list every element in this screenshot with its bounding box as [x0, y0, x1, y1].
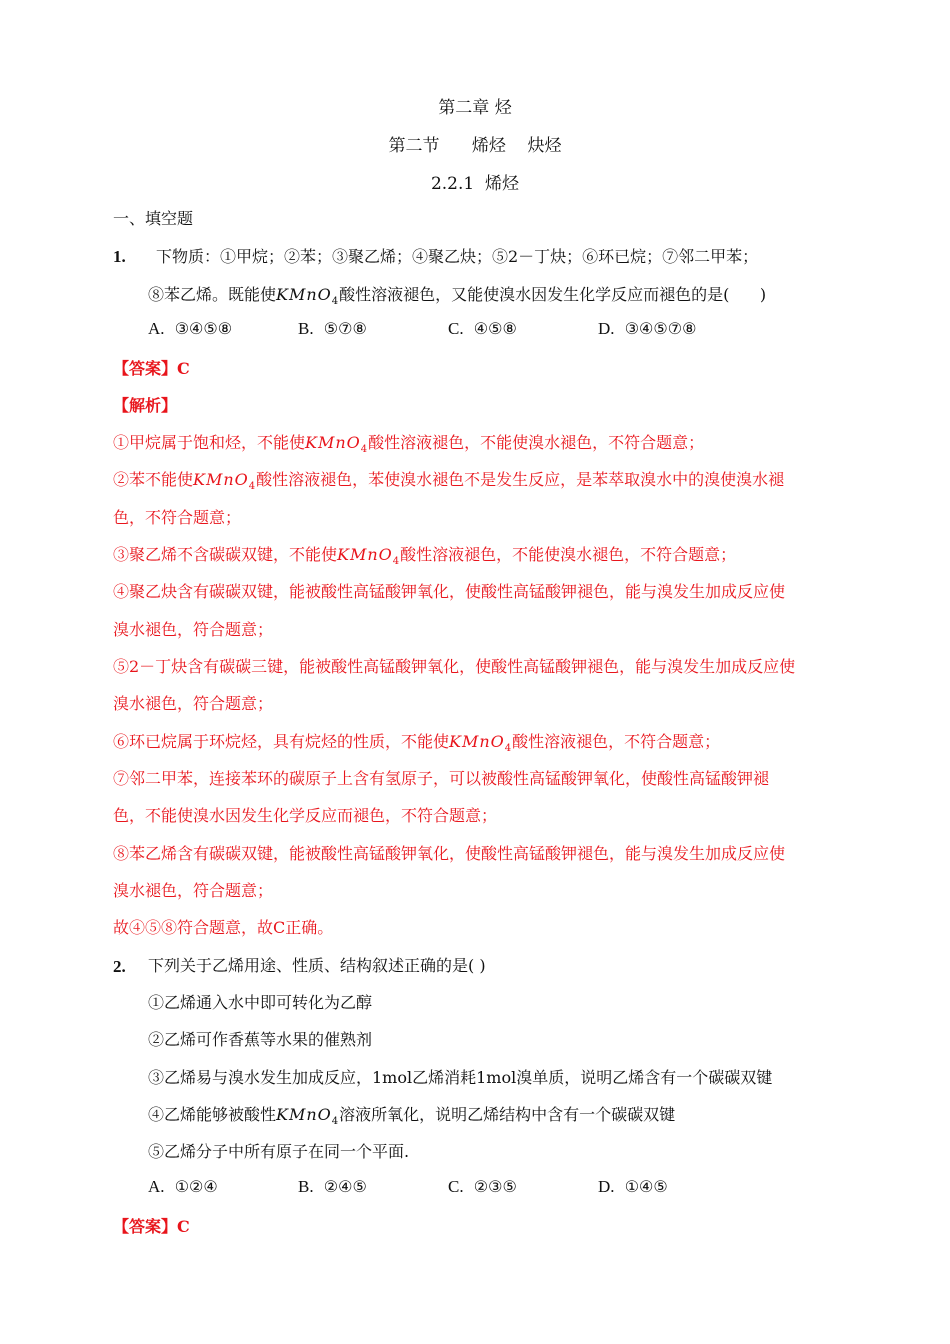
formula-main: KMnO [276, 1105, 332, 1124]
q2-option-a[interactable] [148, 1177, 218, 1197]
analysis-text: ②苯不能使 [113, 470, 194, 489]
statement-text: ④乙烯能够被酸性 [148, 1105, 277, 1124]
q1-number: 1. [113, 247, 126, 266]
analysis-line-9 [113, 729, 720, 754]
analysis-text: ⑥环已烷属于环烷烃，具有烷烃的性质，不能使 [113, 732, 450, 751]
analysis-line-13: 溴水褪色，符合题意； [113, 881, 274, 900]
formula-sub: 4 [331, 1116, 340, 1128]
q2-statement-1: ①乙烯通入水中即可转化为乙醇 [148, 993, 373, 1012]
q1-option-d[interactable] [598, 319, 696, 339]
option-letter: A. [148, 1177, 165, 1196]
q1-stem-line2-post: 酸性溶液褪色，又能使溴水因发生化学反应而褪色的是( ) [339, 285, 767, 304]
subsection-title [0, 169, 950, 194]
q1-stem-line2-pre: ⑧苯乙烯。既能使 [148, 285, 277, 304]
analysis-line-1 [113, 430, 704, 455]
option-letter: D. [598, 319, 615, 338]
analysis-line-6: 溴水褪色，符合题意； [113, 620, 274, 639]
formula-sub: 4 [360, 444, 369, 456]
q2-option-b[interactable] [298, 1177, 367, 1197]
subsection-title-text: 2.2.1 烯烃 [430, 174, 520, 194]
analysis-text: 酸性溶液褪色，不能使溴水褪色，不符合题意； [400, 545, 737, 564]
section-title-text: 第二节 烯烃 炔烃 [388, 136, 562, 156]
q1-stem-line2 [148, 282, 766, 307]
answer-label: 【答案】 [113, 359, 178, 378]
analysis-text: ①甲烷属于饱和烃，不能使 [113, 433, 306, 452]
formula-main: KMnO [449, 732, 505, 751]
analysis-line-2 [113, 467, 784, 492]
q1-option-a[interactable] [148, 319, 232, 339]
analysis-text: ③聚乙烯不含碳碳双键，不能使 [113, 545, 338, 564]
section-title [0, 131, 950, 156]
option-letter: C. [448, 1177, 464, 1196]
q2-option-d[interactable] [598, 1177, 668, 1197]
formula-kmno4 [449, 732, 513, 755]
analysis-text: 酸性溶液褪色，不能使溴水褪色，不符合题意； [368, 433, 705, 452]
q1-option-c[interactable] [448, 319, 517, 339]
formula-kmno4 [305, 433, 369, 456]
option-letter: B. [298, 319, 314, 338]
q2-option-c[interactable] [448, 1177, 517, 1197]
formula-kmno4 [193, 470, 257, 493]
option-text: ③④⑤⑧ [174, 319, 233, 338]
option-text: ⑤⑦⑧ [323, 319, 367, 338]
answer-value: C [177, 359, 190, 378]
q1-analysis-label: 【解析】 [113, 396, 178, 415]
q2-statement-2: ②乙烯可作香蕉等水果的催熟剂 [148, 1030, 373, 1049]
formula-kmno4 [276, 285, 340, 308]
q1-option-b[interactable] [298, 319, 367, 339]
formula-sub: 4 [392, 556, 401, 568]
analysis-line-10: ⑦邻二甲苯，连接苯环的碳原子上含有氢原子，可以被酸性高锰酸钾氧化，使酸性高锰酸钾褪 [113, 769, 770, 788]
analysis-line-11: 色，不能使溴水因发生化学反应而褪色，不符合题意； [113, 806, 498, 825]
q1-answer [113, 356, 190, 379]
q2-statement-3: ③乙烯易与溴水发生加成反应，1mol乙烯消耗1mol溴单质，说明乙烯含有一个碳碳双键 [148, 1068, 773, 1087]
q2-number: 2. [113, 957, 126, 976]
option-text: ④⑤⑧ [473, 319, 517, 338]
analysis-text: 酸性溶液褪色，苯使溴水褪色不是发生反应，是苯萃取溴水中的溴使溴水褪 [256, 470, 785, 489]
option-text: ②③⑤ [473, 1177, 517, 1196]
option-letter: C. [448, 319, 464, 338]
formula-sub: 4 [331, 296, 340, 308]
option-text: ②④⑤ [323, 1177, 367, 1196]
analysis-line-14: 故④⑤⑧符合题意，故C正确。 [113, 918, 334, 937]
analysis-line-12: ⑧苯乙烯含有碳碳双键，能被酸性高锰酸钾氧化，使酸性高锰酸钾褪色，能与溴发生加成反应使 [113, 844, 786, 863]
analysis-line-4 [113, 542, 736, 567]
q2-stem: 下列关于乙烯用途、性质、结构叙述正确的是( ) [148, 956, 486, 975]
answer-value: C [177, 1217, 190, 1236]
q2-answer [113, 1214, 190, 1237]
option-letter: A. [148, 319, 165, 338]
analysis-line-5: ④聚乙炔含有碳碳双键，能被酸性高锰酸钾氧化，使酸性高锰酸钾褪色，能与溴发生加成反应使 [113, 582, 786, 601]
analysis-line-8: 溴水褪色，符合题意； [113, 694, 274, 713]
option-letter: D. [598, 1177, 615, 1196]
formula-main: KMnO [276, 285, 332, 304]
formula-sub: 4 [248, 481, 257, 493]
formula-main: KMnO [305, 433, 361, 452]
statement-text: 溶液所氧化，说明乙烯结构中含有一个碳碳双键 [339, 1105, 676, 1124]
analysis-text: 酸性溶液褪色，不符合题意； [512, 732, 721, 751]
formula-kmno4 [337, 545, 401, 568]
analysis-line-3: 色，不符合题意； [113, 508, 242, 527]
option-text: ①②④ [174, 1177, 218, 1196]
option-text: ③④⑤⑦⑧ [624, 319, 697, 338]
formula-main: KMnO [337, 545, 393, 564]
option-text: ①④⑤ [624, 1177, 668, 1196]
q1-stem-line1: 下物质：①甲烷；②苯；③聚乙烯；④聚乙炔；⑤2－丁炔；⑥环已烷；⑦邻二甲苯； [156, 247, 759, 266]
analysis-line-7: ⑤2－丁炔含有碳碳三键，能被酸性高锰酸钾氧化，使酸性高锰酸钾褪色，能与溴发生加成反应使 [113, 657, 796, 676]
chapter-title: 第二章 烃 [438, 98, 512, 118]
formula-kmno4 [276, 1105, 340, 1128]
option-letter: B. [298, 1177, 314, 1196]
part-title: 一、填空题 [113, 209, 194, 228]
q2-statement-5: ⑤乙烯分子中所有原子在同一个平面. [148, 1142, 410, 1161]
formula-main: KMnO [193, 470, 249, 489]
answer-label: 【答案】 [113, 1217, 178, 1236]
formula-sub: 4 [504, 743, 513, 755]
q2-statement-4 [148, 1102, 675, 1127]
